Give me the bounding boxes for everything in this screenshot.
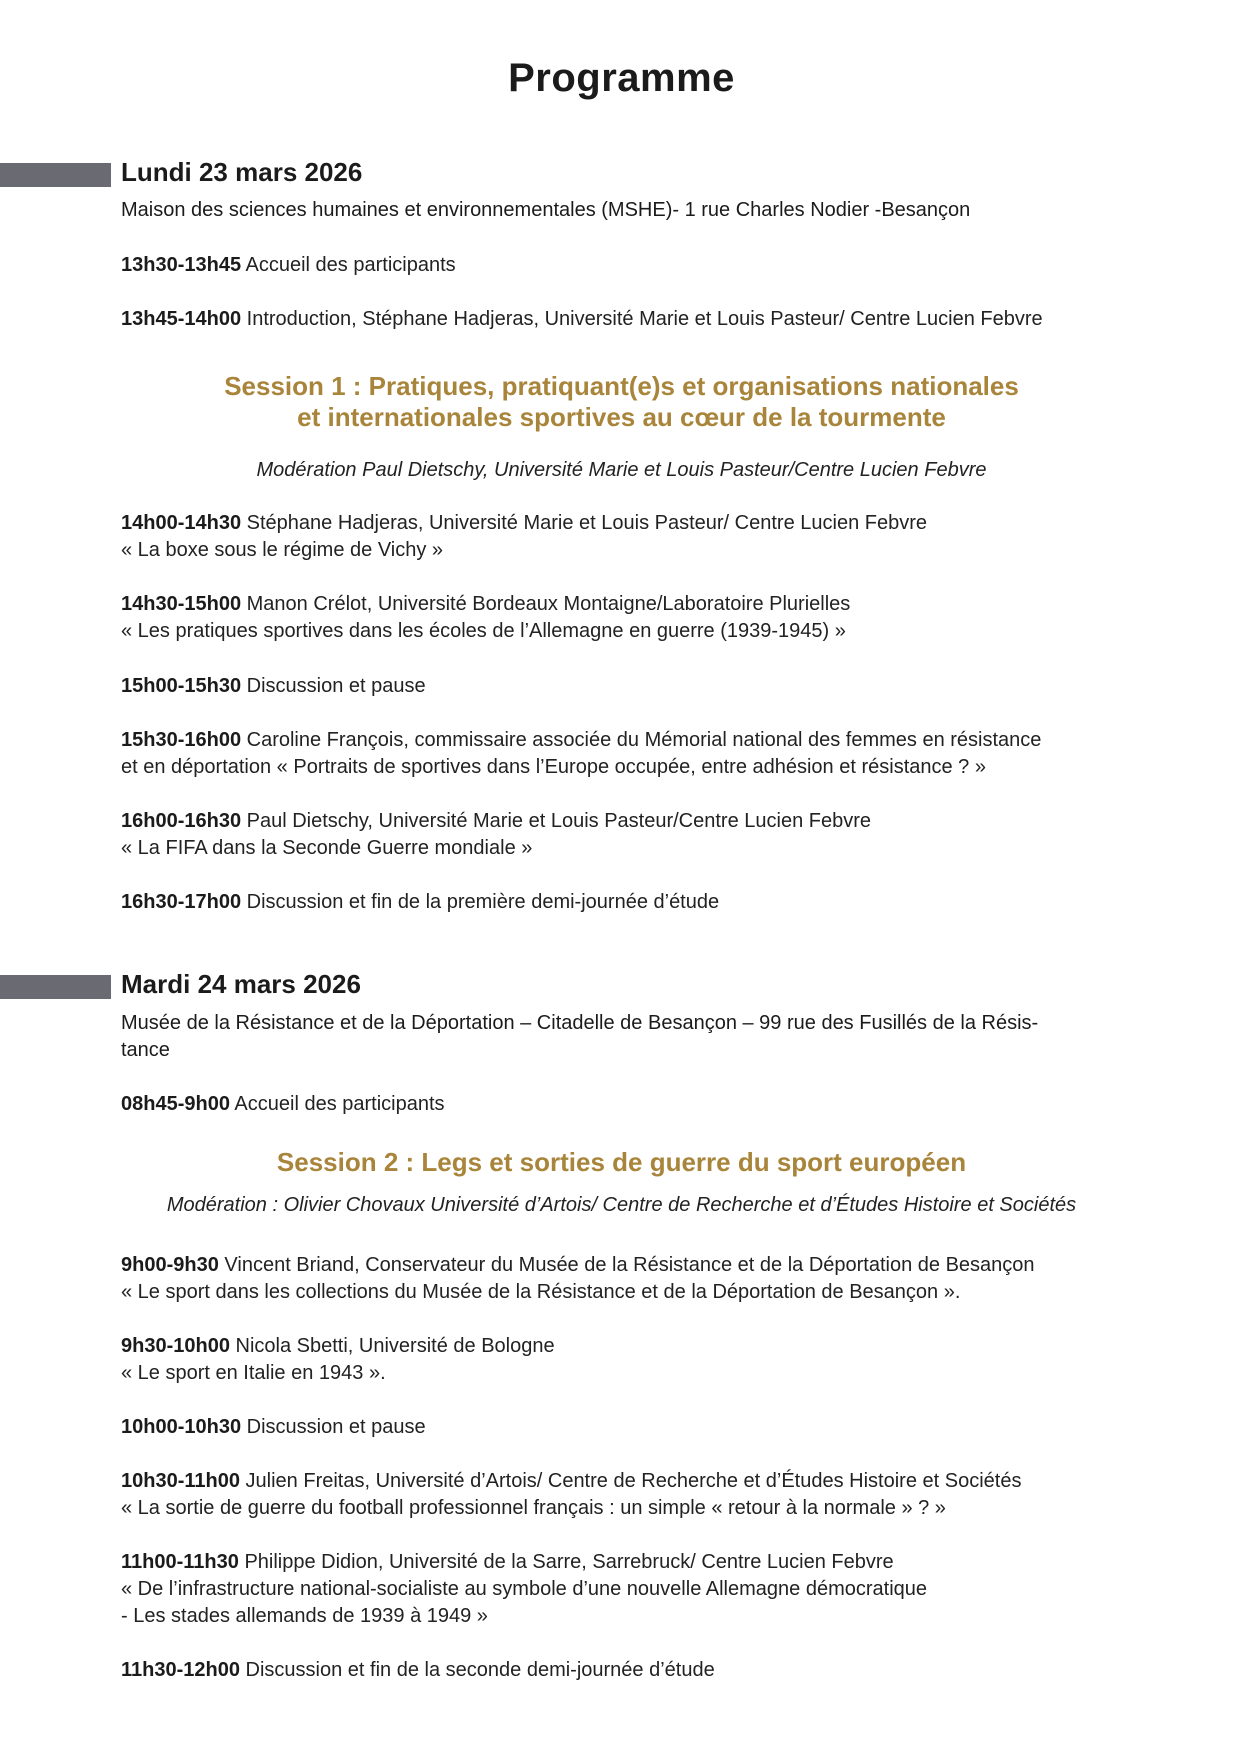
day1-talk-1 [121, 510, 1216, 564]
talk-title-continued: - Les stades allemands de 1939 à 1949 » [121, 1605, 488, 1627]
item-text: Discussion et fin de la première demi-journée d’étude [246, 891, 720, 913]
speaker: Philippe Didion, Université de la Sarre, Sarrebruck/ Centre Lucien Febvre [244, 1551, 894, 1573]
time-slot: 13h30-13h45 [121, 254, 242, 276]
day2-talk-5 [121, 1549, 1216, 1630]
talk-title: « La boxe sous le régime de Vichy » [121, 539, 444, 561]
session2-title-line1: Session 2 : Legs et sorties de guerre du sport européen [276, 1147, 967, 1177]
time-slot: 15h00-15h30 [121, 675, 242, 697]
day2-title: Mardi 24 mars 2026 [121, 969, 361, 999]
day1-talk-4 [121, 727, 1216, 781]
time-slot: 11h00-11h30 [121, 1551, 239, 1573]
item-text: Accueil des participants [234, 1093, 445, 1115]
day2-marker-bar [0, 975, 111, 999]
time-slot: 16h00-16h30 [121, 810, 242, 832]
speaker: Caroline François, commissaire associée du Mémorial national des femmes en résistance [246, 729, 1042, 751]
time-slot: 15h30-16h00 [121, 729, 242, 751]
item-text: Discussion et pause [246, 675, 426, 697]
time-slot: 9h00-9h30 [121, 1254, 219, 1276]
day2-talk-6 [121, 1657, 1216, 1684]
day1-item-introduction [121, 306, 1216, 333]
item-text: Accueil des participants [245, 254, 456, 276]
item-text: Discussion et pause [246, 1416, 426, 1438]
time-slot: 10h00-10h30 [121, 1416, 242, 1438]
session1-title-line2: et internationales sportives au cœur de la tourmente [297, 402, 946, 432]
item-text: Discussion et fin de la seconde demi-journée d’étude [245, 1659, 715, 1681]
session2-title [0, 1147, 1243, 1178]
day1-talk-5 [121, 808, 1216, 862]
talk-title: « La sortie de guerre du football professionnel français : un simple « retour à la normale » ? » [121, 1497, 946, 1519]
speaker: Paul Dietschy, Université Marie et Louis Pasteur/Centre Lucien Febvre [246, 810, 871, 832]
speaker: Nicola Sbetti, Université de Bologne [235, 1335, 555, 1357]
talk-title: « Le sport dans les collections du Musée de la Résistance et de la Déportation de Besançon ». [121, 1281, 961, 1303]
speaker: Stéphane Hadjeras, Université Marie et Louis Pasteur/ Centre Lucien Febvre [246, 512, 927, 534]
time-slot: 11h30-12h00 [121, 1659, 240, 1681]
session2-moderation [0, 1194, 1243, 1217]
day2-item-welcome [121, 1091, 1216, 1118]
session1-moderation: Modération Paul Dietschy, Université Marie et Louis Pasteur/Centre Lucien Febvre [256, 459, 987, 481]
time-slot: 16h30-17h00 [121, 891, 242, 913]
day2-venue-line2: tance [121, 1039, 170, 1061]
day2-venue [121, 1010, 1206, 1064]
talk-title: « De l’infrastructure national-socialiste au symbole d’une nouvelle Allemagne démocratique [121, 1578, 928, 1600]
speaker: Manon Crélot, Université Bordeaux Montaigne/Laboratoire Plurielles [246, 593, 851, 615]
time-slot: 14h00-14h30 [121, 512, 242, 534]
item-text: Introduction, Stéphane Hadjeras, Université Marie et Louis Pasteur/ Centre Lucien Febvre [246, 308, 1043, 330]
time-slot: 9h30-10h00 [121, 1335, 230, 1357]
day2-talk-4 [121, 1468, 1216, 1522]
talk-title: « Le sport en Italie en 1943 ». [121, 1362, 386, 1384]
session1-title-line1: Session 1 : Pratiques, pratiquant(e)s et organisations nationales [224, 371, 1019, 401]
day2-talk-1 [121, 1252, 1216, 1306]
page-title: Programme [508, 56, 735, 100]
talk-title: « Les pratiques sportives dans les écoles de l’Allemagne en guerre (1939-1945) » [121, 620, 846, 642]
time-slot: 14h30-15h00 [121, 593, 242, 615]
moderation-text: : Olivier Chovaux Université d’Artois/ Centre de Recherche et d’Études Histoire et Sociétés [272, 1194, 1077, 1216]
time-slot: 08h45-9h00 [121, 1093, 230, 1115]
talk-title: et en déportation « Portraits de sportives dans l’Europe occupée, entre adhésion et résistance ? » [121, 756, 986, 778]
day2-venue-line1: Musée de la Résistance et de la Déportation – Citadelle de Besançon – 99 rue des Fusillés de la Résis- [121, 1012, 1039, 1034]
day2-talk-3 [121, 1414, 1216, 1441]
speaker: Vincent Briand, Conservateur du Musée de la Résistance et de la Déportation de Besançon [224, 1254, 1035, 1276]
day1-talk-6 [121, 889, 1216, 916]
day2-talk-2 [121, 1333, 1216, 1387]
talk-title: « La FIFA dans la Seconde Guerre mondiale » [121, 837, 533, 859]
day1-marker-bar [0, 163, 111, 187]
time-slot: 13h45-14h00 [121, 308, 242, 330]
day1-title: Lundi 23 mars 2026 [121, 157, 363, 187]
day1-talk-2 [121, 591, 1216, 645]
speaker: Julien Freitas, Université d’Artois/ Centre de Recherche et d’Études Histoire et Sociétés [245, 1470, 1022, 1492]
moderation-label: Modération [166, 1194, 267, 1216]
session1-title [0, 371, 1243, 433]
day1-item-welcome [121, 252, 1216, 279]
time-slot: 10h30-11h00 [121, 1470, 240, 1492]
day1-talk-3 [121, 673, 1216, 700]
day1-venue: Maison des sciences humaines et environnementales (MSHE)- 1 rue Charles Nodier -Besançon [121, 199, 971, 221]
